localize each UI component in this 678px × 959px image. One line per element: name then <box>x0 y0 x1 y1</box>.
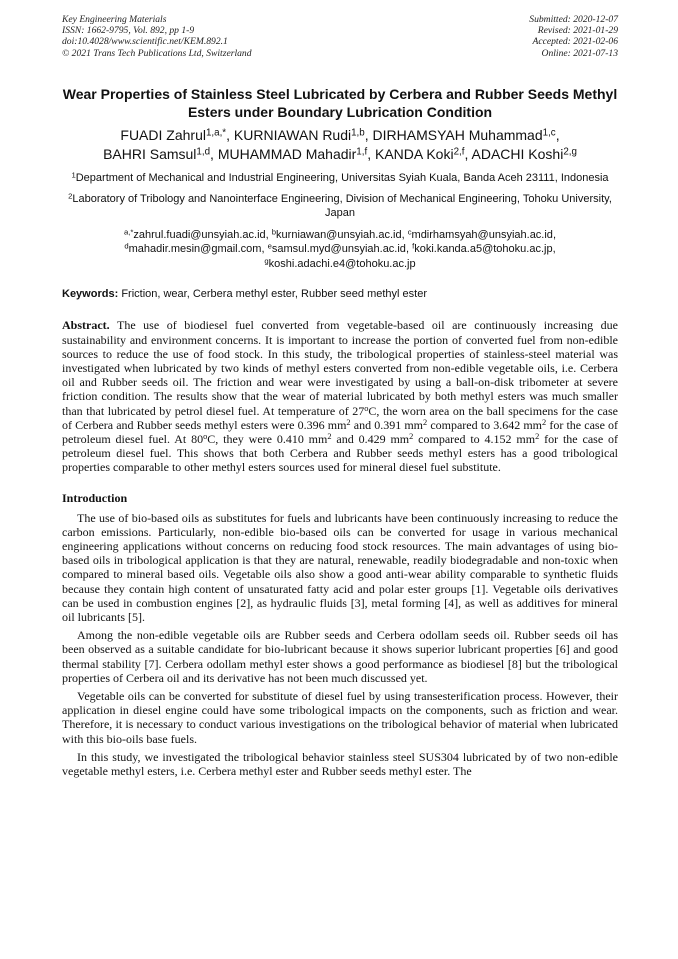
intro-paragraph-2: Among the non-edible vegetable oils are Rubber seeds and Cerbera odollam seeds oil. Rubber seeds oil has been observed as a suitable candidate for bio-lubricant because it shows superior lubricant properties [6] and good thermal stability [7]. Cerbera odollam methyl ester shows a good performance as biodiesel [8] but the tribological properties of Cerbera oil and its derivative has not been much discussed yet. <box>62 628 618 685</box>
email-mark: e <box>267 241 272 251</box>
journal-issn: ISSN: 1662-9795, Vol. 892, pp 1-9 <box>62 25 195 37</box>
author-affiliation-mark: 1,f <box>356 146 368 158</box>
author-name: FUADI Zahrul <box>120 126 206 143</box>
author-affiliation-mark: 2,g <box>563 146 577 158</box>
email-mark: d <box>124 241 129 251</box>
abstract-label: Abstract. <box>62 318 110 333</box>
author-affiliation-mark: 1,d <box>196 146 211 158</box>
email-link[interactable]: mdirhamsyah@unsyiah.ac.id <box>411 228 553 241</box>
unit-exponent: 2 <box>327 432 332 442</box>
author-affiliation-mark: 2,f <box>453 146 465 158</box>
keywords-label: Keywords: <box>62 288 119 301</box>
abstract-text: compared to 4.152 mm <box>413 431 536 446</box>
intro-paragraph-3: Vegetable oils can be converted for substitute of diesel fuel by using transesterification process. However, their application in diesel engine could have some tribological impacts on the components, such as friction and wear. Therefore, it is necessary to conduct various investigations on the tribological behavior of material when lubricated with this bio-oils base fuels. <box>62 688 618 746</box>
date-accepted: Accepted: 2021-02-06 <box>532 36 618 48</box>
unit-exponent: 2 <box>409 432 414 442</box>
email-mark: g <box>264 256 269 266</box>
date-revised: Revised: 2021-01-29 <box>537 25 618 37</box>
affiliation-text: Department of Mechanical and Industrial Engineering, Universitas Syiah Kuala, Banda Aceh 23111, Indonesia <box>75 171 609 184</box>
affiliation-1 <box>62 171 618 185</box>
author-affiliation-mark: 1,a,* <box>205 127 227 139</box>
affiliation-2 <box>62 192 618 220</box>
unit-exponent: 2 <box>346 417 351 427</box>
keywords-text: Friction, wear, Cerbera methyl ester, Rubber seed methyl ester <box>121 288 427 301</box>
journal-copyright: © 2021 Trans Tech Publications Ltd, Switzerland <box>62 47 252 59</box>
author-name: MUHAMMAD Mahadir <box>217 145 357 162</box>
email-link[interactable]: zahrul.fuadi@unsyiah.ac.id <box>133 228 266 241</box>
abstract-text: C, the worn area on the ball specimens for the case of Cerbera and Rubber seeds methyl esters were 0.396 mm <box>62 403 618 432</box>
abstract <box>62 318 618 474</box>
author-affiliation-mark: 1,c <box>542 127 556 139</box>
abstract-text: and 0.429 mm <box>331 431 410 446</box>
affiliation-text: Laboratory of Tribology and Nanointerface Engineering, Division of Mechanical Engineering, Tohoku University, Japan <box>72 192 612 219</box>
email-mark: c <box>407 227 412 237</box>
date-submitted: Submitted: 2020-12-07 <box>529 14 618 25</box>
email-link[interactable]: kurniawan@unsyiah.ac.id <box>276 228 402 241</box>
paper-page <box>62 14 618 778</box>
email-mark: b <box>271 227 277 237</box>
abstract-text: The use of biodiesel fuel converted from vegetable-based oil are continuously increasing due sustainability and environment concerns. It is important to increase the portion of converted fuel from non-edible sources to reduce the use of food stock. In this study, the tribological properties of stainless-steel material was investigated when lubricated by two kinds of methyl esters converted from non-edible vegetable oils, i.e. Cerbera oil and Rubber seeds oil. The friction and wear were investigated by using a ball-on-disk tribometer at severe friction condition. The results show that the wear of material lubricated by both methyl esters was much smaller than that lubricated by petrol diesel fuel. At temperature of 27 <box>62 318 618 418</box>
unit-exponent: 2 <box>423 417 428 427</box>
section-heading-introduction: Introduction <box>62 490 128 505</box>
email-link[interactable]: koki.kanda.a5@tohoku.ac.jp <box>414 243 553 256</box>
degree-mark: o <box>364 403 369 413</box>
affiliation-mark: 2 <box>68 191 73 201</box>
affiliation-mark: 1 <box>71 170 76 180</box>
abstract-text: for the case of petroleum diesel fuel. This shows that both Cerbera and Rubber seeds methyl esters has a good tribological properties comparable to other methyl esters sources used for mineral diesel fuel substitute. <box>62 431 619 475</box>
email-link[interactable]: mahadir.mesin@gmail.com <box>128 243 262 256</box>
author-emails: $^{a,*}$zahrul.fuadi@unsyiah.ac.id, $^b$kurniawan@unsyiah.ac.id, $^c$mdirhamsyah@unsyiah.ac.id, $^d$mahadir.mesin@gmail.com, $^e$samsul.myd@unsyiah.ac.id, $^f$koki.kanda.a5@tohoku.ac.jp, $^g$koshi.adachi.e4@tohoku.ac.jp <box>123 227 556 270</box>
author-name: KANDA Koki <box>374 145 454 162</box>
paper-title: Wear Properties of Stainless Steel Lubricated by Cerbera and Rubber Seeds Methyl Esters under Boundary Lubrication Condition <box>62 85 618 120</box>
journal-name: Key Engineering Materials <box>62 14 167 25</box>
author-name: ADACHI Koshi <box>471 145 564 162</box>
intro-paragraph-1: The use of bio-based oils as substitutes for fuels and lubricants have been continuously increasing to reduce the carbon emissions. Particularly, non-edible bio-based oils can be converted for usage in various mechanical engineering applications without concerns on reducing food stock resources. The main advantages of using bio-based oils in tribological application is that they are natural, renewable, readily biodegradable and non-toxic when compared to mineral based oils. Vegetable oils also show a good anti-wear ability comparable to synthetic fluids because they contain high content of unsaturated fatty acid and polar ester groups [1]. Vegetable oils derivatives can be used in combustion engines [2], as hydraulic fluids [3], metal forming [4], as well as additives for mineral oil lubricants [5]. <box>62 510 618 624</box>
email-link[interactable]: samsul.myd@unsyiah.ac.id <box>271 243 406 256</box>
date-online: Online: 2021-07-13 <box>541 47 618 59</box>
email-mark: a,* <box>123 227 134 237</box>
keywords <box>62 287 618 301</box>
email-mark: f <box>412 241 415 251</box>
journal-header <box>62 14 618 59</box>
intro-paragraph-4: In this study, we investigated the tribological behavior stainless steel SUS304 lubricated by of two non-edible vegetable methyl esters, i.e. Cerbera methyl ester and Rubber seeds methyl ester. The <box>62 749 618 778</box>
author-name: KURNIAWAN Rudi <box>233 126 352 143</box>
email-link[interactable]: koshi.adachi.e4@tohoku.ac.jp <box>268 257 416 270</box>
author-name: BAHRI Samsul <box>103 145 197 162</box>
author-name: DIRHAMSYAH Muhammad <box>372 126 543 143</box>
unit-exponent: 2 <box>542 417 547 427</box>
abstract-text: and 0.391 mm <box>350 417 423 432</box>
abstract-text: compared to 3.642 mm <box>427 417 543 432</box>
author-list: FUADI Zahrul$^{1,a,*}$, KURNIAWAN Rudi$^{1,b}$, DIRHAMSYAH Muhammad$^{1,c}$, BAHRI Samsul$^{1,d}$, MUHAMMAD Mahadir$^{1,f}$, KANDA Koki$^{2,f}$, ADACHI Koshi$^{2,g}$ <box>103 126 577 162</box>
abstract-text: C, they were 0.410 mm <box>207 431 328 446</box>
author-affiliation-mark: 1,b <box>351 127 365 139</box>
unit-exponent: 2 <box>535 432 540 442</box>
degree-mark: o <box>203 432 208 442</box>
journal-info <box>62 14 252 59</box>
publication-dates <box>529 14 618 59</box>
journal-doi: doi:10.4028/www.scientific.net/KEM.892.1 <box>62 36 228 48</box>
abstract-text: for the case of petroleum diesel fuel. At 80 <box>62 417 619 446</box>
